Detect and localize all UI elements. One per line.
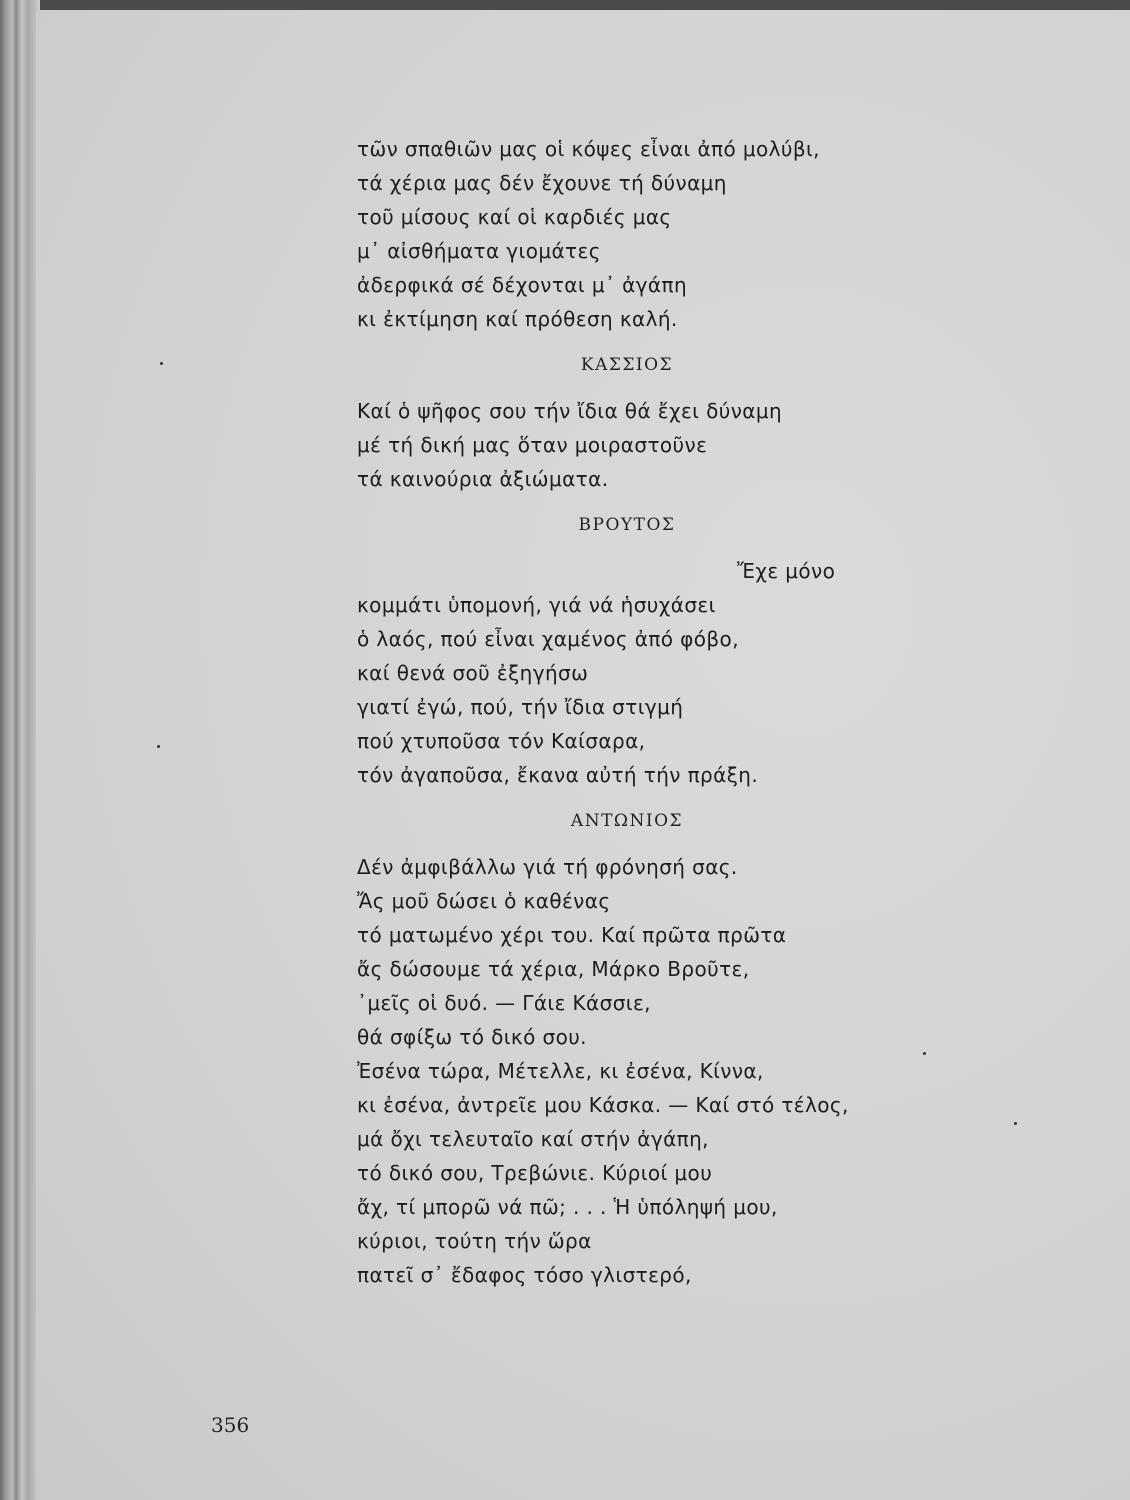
ink-speck	[160, 362, 163, 365]
verse-line: θά σφίξω τό δικό σου.	[357, 1025, 587, 1049]
verse-line: ὁ λαός, πού εἶναι χαμένος ἀπό φόβο,	[357, 627, 739, 651]
verse-line: πατεῖ σ᾿ ἔδαφος τόσο γλιστερό,	[357, 1263, 692, 1287]
verse-line: κομμάτι ὑπομονή, γιά νά ἡσυχάσει	[357, 593, 716, 617]
verse-line: Ἐσένα τώρα, Μέτελλε, κι ἐσένα, Κίννα,	[357, 1059, 764, 1083]
verse-line: κύριοι, τούτη τήν ὥρα	[357, 1229, 592, 1253]
verse-line: τά καινούρια ἀξιώματα.	[357, 467, 609, 491]
verse-line: ἄς δώσουμε τά χέρια, Μάρκο Βροῦτε,	[357, 957, 750, 981]
verse-line: καί θενά σοῦ ἐξηγήσω	[357, 661, 589, 685]
verse-line: τοῦ μίσους καί οἱ καρδιές μας	[357, 205, 672, 229]
verse-line: τῶν σπαθιῶν μας οἱ κόψες εἶναι ἀπό μολύβι,	[357, 137, 820, 161]
speaker-name: ΑΝΤΩΝΙΟΣ	[570, 811, 684, 831]
verse-line: Καί ὁ ψῆφος σου τήν ἴδια θά ἔχει δύναμη	[357, 399, 783, 423]
verse-line: γιατί ἐγώ, πού, τήν ἴδια στιγμή	[357, 695, 684, 719]
ink-speck	[1014, 1122, 1017, 1125]
verse-line: ἀδερφικά σέ δέχονται μ᾿ ἀγάπη	[357, 273, 688, 297]
verse-line: μέ τή δική μας ὅταν μοιραστοῦνε	[357, 433, 708, 457]
verse-line: Δέν ἀμφιβάλλω γιά τή φρόνησή σας.	[357, 855, 738, 879]
speaker-name: ΒΡΟΥΤΟΣ	[578, 515, 676, 535]
verse-line: μ᾿ αἰσθήματα γιομάτες	[357, 239, 601, 263]
verse-text	[357, 132, 1057, 1292]
verse-line: τό δικό σου, Τρεβώνιε. Κύριοί μου	[357, 1161, 713, 1185]
verse-line: πού χτυποῦσα τόν Καίσαρα,	[357, 729, 646, 753]
verse-line: Ἄς μοῦ δώσει ὁ καθένας	[357, 889, 611, 913]
verse-line: ᾿μεῖς οἱ δυό. — Γάιε Κάσσιε,	[357, 991, 651, 1015]
verse-line: μά ὄχι τελευταῖο καί στήν ἀγάπη,	[357, 1127, 709, 1151]
speaker-name: ΚΑΣΣΙΟΣ	[580, 355, 674, 375]
ink-speck	[157, 745, 160, 748]
verse-line: τό ματωμένο χέρι του. Καί πρῶτα πρῶτα	[357, 923, 787, 947]
page-stack-edge	[0, 0, 40, 1500]
verse-line: κι ἐκτίμηση καί πρόθεση καλή.	[357, 307, 678, 331]
verse-line: κι ἐσένα, ἀντρεῖε μου Κάσκα. — Καί στό τέλος,	[357, 1093, 849, 1117]
verse-line: Ἔχε μόνο	[737, 559, 836, 583]
verse-line: τά χέρια μας δέν ἔχουνε τή δύναμη	[357, 171, 727, 195]
ink-speck	[923, 1052, 926, 1055]
verse-line: τόν ἀγαποῦσα, ἔκανα αὐτή τήν πράξη.	[357, 763, 759, 787]
page-number: 356	[211, 1413, 250, 1437]
verse-line: ἄχ, τί μπορῶ νά πῶ; . . . Ἡ ὑπόληψή μου,	[357, 1195, 778, 1219]
